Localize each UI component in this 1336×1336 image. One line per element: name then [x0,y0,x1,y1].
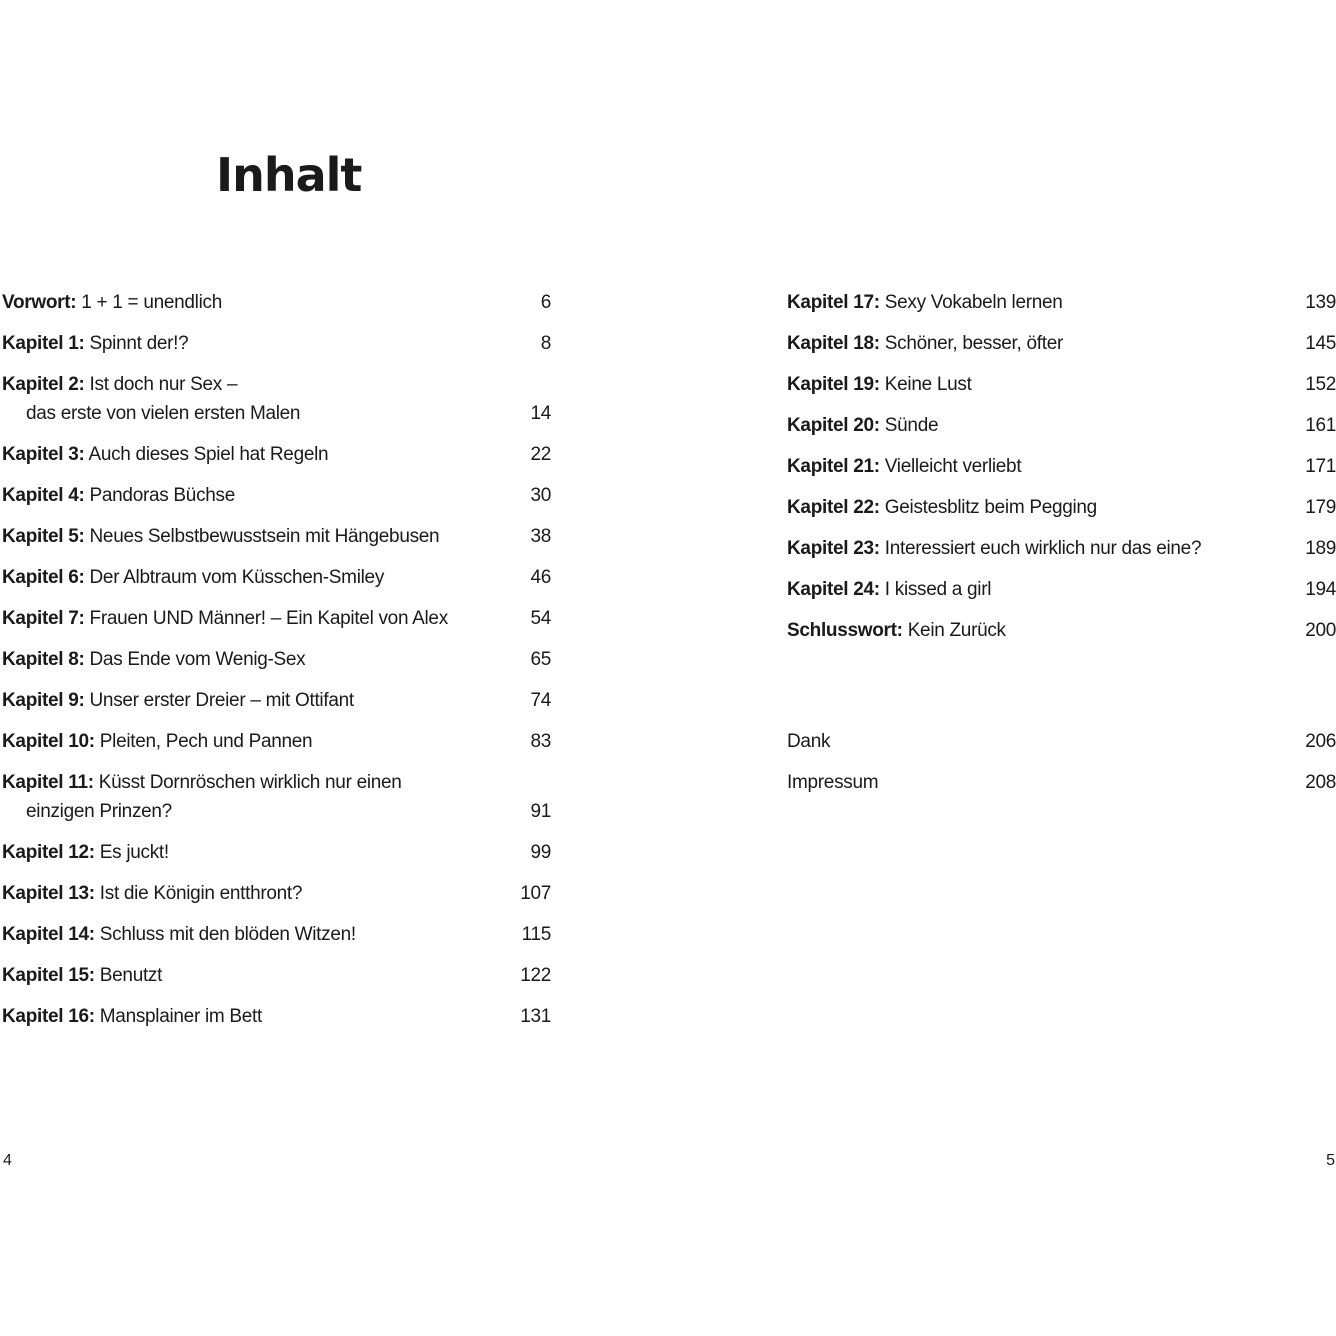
entry-title-line [2,604,448,633]
entry-label: Kapitel 18: [787,333,880,354]
entry-title-text: Vielleicht verliebt [884,456,1022,477]
entry-label: Kapitel 15: [2,965,95,986]
entry-title [787,768,878,797]
entry-title-line [2,288,222,317]
entry-title [2,563,384,592]
entry-page-number: 6 [540,292,551,313]
entry-title-line [787,493,1097,522]
entry-title-line [2,920,356,949]
entry-label: Kapitel 13: [2,883,95,904]
entry-page-number: 139 [1305,292,1336,313]
entry-title-continuation: das erste von vielen ersten Malen [26,403,301,424]
entry-title-text: Der Albtraum vom Küsschen-Smiley [89,567,385,588]
entry-page-number: 189 [1305,538,1336,559]
entry-title-text: Sexy Vokabeln lernen [884,292,1063,313]
entry-title [2,604,448,633]
toc-entry [787,616,1336,645]
entry-title-text: Keine Lust [884,374,972,395]
entry-title-line [2,727,312,756]
entry-title-continuation: einzigen Prinzen? [26,801,172,822]
toc-entry [2,768,551,826]
entry-title-line [787,727,830,756]
entry-title [787,411,938,440]
entry-label: Kapitel 17: [787,292,880,313]
entry-page-number: 161 [1305,415,1336,436]
toc-entry [2,440,551,469]
entry-label: Vorwort: [2,292,77,313]
entry-title [787,575,991,604]
entry-label: Kapitel 9: [2,690,85,711]
entry-title-text: Pleiten, Pech und Pannen [99,731,313,752]
toc-right-column [787,288,1336,809]
toc-list-left [2,288,551,1031]
entry-title-line [2,563,384,592]
entry-page-number: 115 [521,924,551,945]
entry-page-number: 14 [530,403,551,424]
entry-title-text: Auch dieses Spiel hat Regeln [88,444,329,465]
entry-title-line [2,522,439,551]
entry-page-number: 30 [530,485,551,506]
entry-label: Kapitel 14: [2,924,95,945]
entry-title-text: 1 + 1 = unendlich [81,292,222,313]
entry-title-text: Küsst Dornröschen wirklich nur einen [98,772,402,793]
toc-entry [787,329,1336,358]
toc-entry [2,879,551,908]
entry-title-line [787,768,878,797]
page-number-left: 4 [3,1152,12,1169]
toc-entry [2,604,551,633]
entry-label: Kapitel 19: [787,374,880,395]
toc-entry [2,481,551,510]
entry-page-number: 54 [530,608,551,629]
entry-title-text: Mansplainer im Bett [99,1006,262,1027]
entry-title [2,645,305,674]
entry-title [787,329,1063,358]
entry-page-number: 107 [520,883,551,904]
entry-title [787,452,1021,481]
toc-left-column [2,288,551,1043]
entry-page-number: 200 [1305,620,1336,641]
entry-label: Kapitel 21: [787,456,880,477]
entry-title [2,370,300,428]
toc-list-right [787,288,1336,645]
entry-title [2,288,222,317]
entry-label: Kapitel 8: [2,649,85,670]
entry-label: Kapitel 11: [2,772,94,793]
toc-entry [2,727,551,756]
entry-page-number: 145 [1305,333,1336,354]
toc-entry [2,522,551,551]
toc-entry [2,288,551,317]
entry-page-number: 152 [1305,374,1336,395]
entry-title-line [2,370,300,399]
entry-title-text: Das Ende vom Wenig-Sex [89,649,306,670]
toc-entry [787,411,1336,440]
toc-entry [2,563,551,592]
entry-label: Kapitel 12: [2,842,95,863]
entry-title-text: Neues Selbstbewusstsein mit Hängebusen [89,526,440,547]
entry-title-line [2,961,162,990]
entry-title-text: Interessiert euch wirklich nur das eine? [884,538,1202,559]
toc-entry [2,370,551,428]
entry-title-line [787,616,1006,645]
entry-title [2,879,302,908]
entry-page-number: 171 [1305,456,1336,477]
entry-title-line [787,370,972,399]
toc-entry [2,838,551,867]
entry-title-text: Sünde [884,415,939,436]
entry-page-number: 131 [520,1006,551,1027]
entry-label: Kapitel 5: [2,526,85,547]
entry-title [2,522,439,551]
entry-title-line [2,879,302,908]
entry-title-text: Geistesblitz beim Pegging [884,497,1097,518]
entry-title-line [2,329,188,358]
entry-label: Kapitel 4: [2,485,85,506]
entry-page-number: 194 [1305,579,1336,600]
entry-title [2,329,188,358]
backmatter-entry [787,727,1336,756]
entry-title-text: Pandoras Büchse [89,485,236,506]
entry-title [787,288,1063,317]
entry-title-text: Benutzt [99,965,163,986]
entry-title [2,1002,262,1031]
entry-title [2,961,162,990]
toc-entry [2,686,551,715]
entry-title-line [787,288,1063,317]
entry-title-text: Es juckt! [99,842,169,863]
entry-page-number: 74 [530,690,551,711]
entry-title-line [2,440,328,469]
entry-title [2,686,354,715]
toc-entry [787,493,1336,522]
entry-page-number: 83 [530,731,551,752]
entry-label: Kapitel 16: [2,1006,95,1027]
toc-entry [787,534,1336,563]
entry-page-number: 8 [540,333,551,354]
entry-title-text: Frauen UND Männer! – Ein Kapitel von Alex [89,608,448,629]
entry-label: Schlusswort: [787,620,903,641]
entry-label: Kapitel 6: [2,567,85,588]
entry-title [2,838,169,867]
entry-title-line [787,452,1021,481]
page-number-right: 5 [1326,1152,1335,1169]
entry-title [787,727,830,756]
toc-entry [787,575,1336,604]
entry-page-number: 99 [530,842,551,863]
entry-title-line [2,768,402,797]
entry-label: Kapitel 24: [787,579,880,600]
toc-entry [2,645,551,674]
entry-label: Kapitel 7: [2,608,85,629]
entry-page-number: 208 [1305,772,1336,793]
entry-title [2,481,235,510]
entry-title-line [2,481,235,510]
entry-page-number: 65 [530,649,551,670]
entry-title-text: Ist die Königin entthront? [99,883,303,904]
entry-page-number: 122 [520,965,551,986]
entry-title-line [787,329,1063,358]
entry-title-line [2,1002,262,1031]
entry-title-text: I kissed a girl [884,579,992,600]
entry-label: Kapitel 23: [787,538,880,559]
entry-title [2,727,312,756]
entry-page-number: 46 [530,567,551,588]
entry-page-number: 179 [1305,497,1336,518]
entry-title-line [2,645,305,674]
entry-title-line [787,411,938,440]
entry-title [2,768,402,826]
entry-title [2,920,356,949]
entry-label: Kapitel 10: [2,731,95,752]
entry-page-number: 38 [530,526,551,547]
entry-label: Kapitel 2: [2,374,85,395]
toc-entry [2,1002,551,1031]
entry-title [787,534,1201,563]
entry-title [787,370,972,399]
toc-entry [787,370,1336,399]
toc-entry [2,920,551,949]
entry-label: Kapitel 22: [787,497,880,518]
toc-list-backmatter [787,727,1336,797]
entry-page-number: 22 [530,444,551,465]
entry-title-line [2,838,169,867]
entry-title [787,493,1097,522]
toc-entry [787,452,1336,481]
entry-label: Kapitel 20: [787,415,880,436]
entry-page-number: 206 [1305,731,1336,752]
entry-title [787,616,1006,645]
page-title: Inhalt [216,148,362,202]
entry-label: Kapitel 1: [2,333,85,354]
entry-title-text: Schluss mit den blöden Witzen! [99,924,356,945]
entry-title [2,440,328,469]
backmatter-entry [787,768,1336,797]
toc-entry [2,961,551,990]
entry-title-text: Schöner, besser, öfter [884,333,1064,354]
entry-title-line [787,534,1201,563]
toc-entry [2,329,551,358]
entry-title-text: Unser erster Dreier – mit Ottifant [89,690,354,711]
entry-title-text: Spinnt der!? [89,333,189,354]
entry-title-line [2,686,354,715]
entry-title-line [787,575,991,604]
entry-title-text: Impressum [787,772,879,793]
entry-title-text: Dank [787,731,831,752]
toc-entry [787,288,1336,317]
entry-title-text: Ist doch nur Sex – [89,374,238,395]
entry-label: Kapitel 3: [2,444,85,465]
entry-title-text: Kein Zurück [907,620,1006,641]
entry-page-number: 91 [530,801,551,822]
